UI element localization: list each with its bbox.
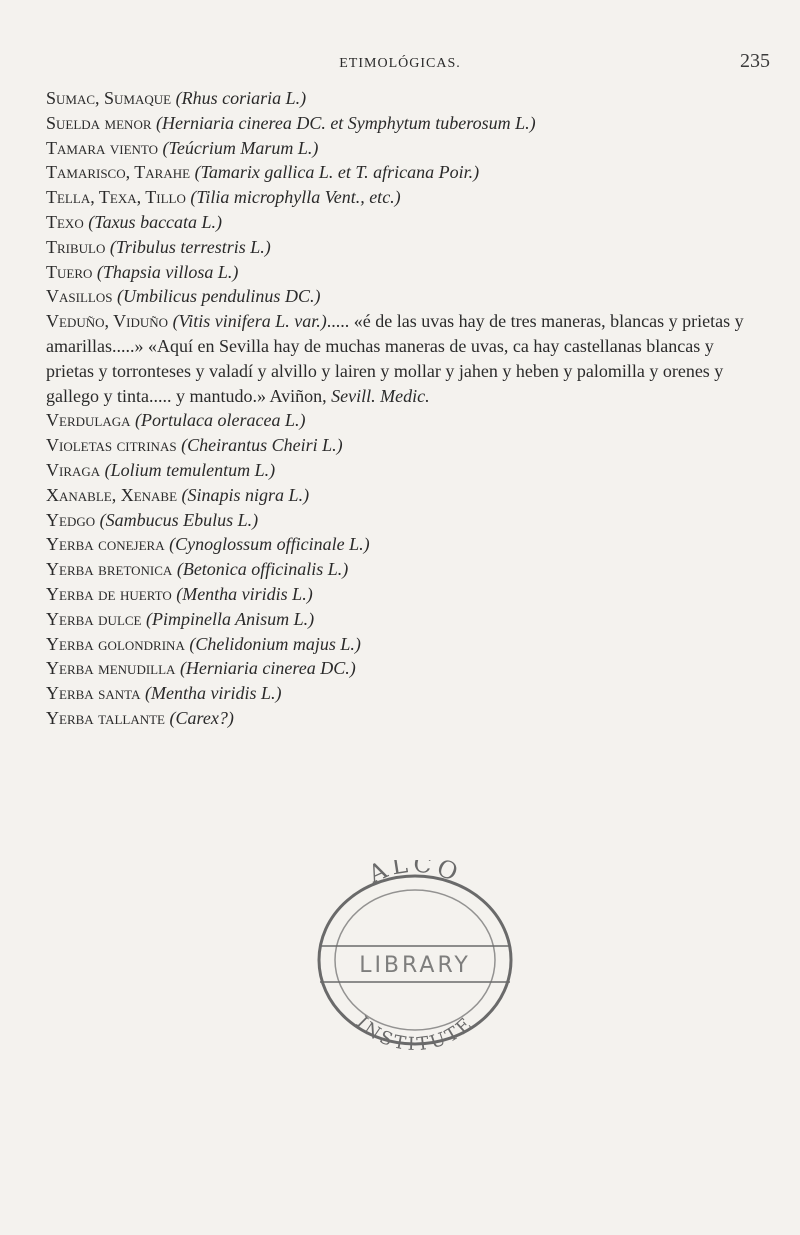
entry-yerba-bretonica <box>46 557 762 582</box>
entry-name: Tamara viento <box>46 137 159 158</box>
entry-yerba-conejera <box>46 532 762 557</box>
entry-latin: (Sambucus Ebulus L.) <box>99 509 259 530</box>
entry-yerba-menudilla <box>46 656 762 681</box>
entry-latin: (Taxus baccata L.) <box>88 211 223 232</box>
entry-vasillos <box>46 284 762 309</box>
entry-name: Sumac, Sumaque <box>46 88 172 108</box>
entry-latin: (Umbilicus pendulinus DC.) <box>116 286 321 307</box>
page-header <box>0 50 800 80</box>
entry-veduno <box>46 309 762 408</box>
entry-tella <box>46 185 762 210</box>
entry-name: Tella, Texa, Tillo <box>46 187 186 208</box>
entry-name: Violetas citrinas <box>46 435 177 456</box>
stamp-top-text: ALCO <box>364 860 466 889</box>
entry-latin: (Tamarix gallica L. et T. africana Poir.) <box>194 162 480 183</box>
page-number: 235 <box>740 50 770 72</box>
library-stamp-icon <box>308 860 522 1050</box>
entry-name: Verdulaga <box>46 410 131 431</box>
entry-name: Yerba golondrina <box>46 633 185 654</box>
entry-verdulaga <box>46 408 762 433</box>
entry-yedgo <box>46 508 762 533</box>
entry-quote: ..... «é de las uvas hay de tres maneras, blancas y prietas y amarillas.....» «Aquí en Sevilla hay de muchas maneras de uvas, ca hay castellanas blancas y prietas y torronteses y valadí y alvillo y lairen y mollar y jahen y heben y palomilla y orenes y gallego y tinta..... y mantudo.» Aviñon, <box>46 311 744 406</box>
entry-latin: (Teúcrium Marum L.) <box>162 137 319 158</box>
entry-latin: (Cynoglossum officinale L.) <box>169 534 370 555</box>
entry-name: Yedgo <box>46 509 96 530</box>
entry-latin: (Tilia microphylla Vent., etc.) <box>190 187 401 208</box>
entry-name: Yerba tallante <box>46 707 165 728</box>
entry-latin: (Vitis vinifera L. var.) <box>172 311 327 332</box>
entry-name: Yerba de huerto <box>46 583 172 604</box>
entry-latin: (Chelidonium majus L.) <box>189 633 361 654</box>
entry-yerba-dulce <box>46 607 762 632</box>
entry-name: Yerba conejera <box>46 534 165 555</box>
entry-name: Yerba dulce <box>46 608 142 629</box>
library-stamp <box>308 860 522 1050</box>
entry-latin: (Mentha viridis L.) <box>144 683 282 704</box>
entry-xanable <box>46 483 762 508</box>
entry-tuero <box>46 260 762 285</box>
stamp-bottom-text: INSTITUTE <box>351 1012 479 1050</box>
entry-latin: (Carex?) <box>169 707 234 728</box>
entry-name: Xanable, Xenabe <box>46 484 178 505</box>
entry-latin: (Herniaria cinerea DC.) <box>179 658 356 679</box>
entry-yerba-golondrina <box>46 632 762 657</box>
entry-tamara <box>46 136 762 161</box>
entry-latin: (Mentha viridis L.) <box>176 583 313 604</box>
entry-suelda <box>46 111 762 136</box>
entry-latin: (Sinapis nigra L.) <box>181 484 310 505</box>
entry-latin: (Cheirantus Cheiri L.) <box>181 435 343 456</box>
entry-yerba-tallante <box>46 706 762 731</box>
stamp-middle-text: LIBRARY <box>359 953 471 978</box>
entry-latin: (Tribulus terrestris L.) <box>109 236 271 257</box>
entry-latin: (Betonica officinalis L.) <box>176 559 349 580</box>
running-head: ETIMOLÓGICAS. <box>339 56 461 71</box>
entry-violetas <box>46 433 762 458</box>
entry-name: Vasillos <box>46 286 113 307</box>
entry-viraga <box>46 458 762 483</box>
entry-name: Yerba menudilla <box>46 658 176 679</box>
entry-list <box>46 86 762 731</box>
entry-name: Veduño, Viduño <box>46 311 169 332</box>
entry-name: Yerba santa <box>46 683 141 704</box>
entry-tamarisco <box>46 160 762 185</box>
entry-name: Texo <box>46 211 84 232</box>
entry-name: Tribulo <box>46 236 106 257</box>
entry-latin: (Portulaca oleracea L.) <box>135 410 306 431</box>
entry-yerba-de-huerto <box>46 582 762 607</box>
svg-text:ALCO <box>363 860 465 889</box>
entry-name: Tuero <box>46 261 93 282</box>
entry-name: Yerba bretonica <box>46 559 173 580</box>
entry-yerba-santa <box>46 681 762 706</box>
entry-latin: (Pimpinella Anisum L.) <box>146 608 315 629</box>
entry-name: Suelda menor <box>46 112 152 133</box>
entry-sumac <box>46 86 762 111</box>
entry-latin: (Rhus coriaria L.) <box>175 88 307 108</box>
svg-text:INSTITUTE <box>352 1012 478 1050</box>
entry-source: Sevill. Medic. <box>331 385 430 406</box>
entry-tribulo <box>46 235 762 260</box>
entry-texo <box>46 210 762 235</box>
entry-name: Tamarisco, Tarahe <box>46 162 191 183</box>
entry-name: Viraga <box>46 459 101 480</box>
entry-latin: (Thapsia villosa L.) <box>96 261 239 282</box>
entry-latin: (Lolium temulentum L.) <box>104 459 276 480</box>
entry-latin: (Herniaria cinerea DC. et Symphytum tuberosum L.) <box>156 112 536 133</box>
